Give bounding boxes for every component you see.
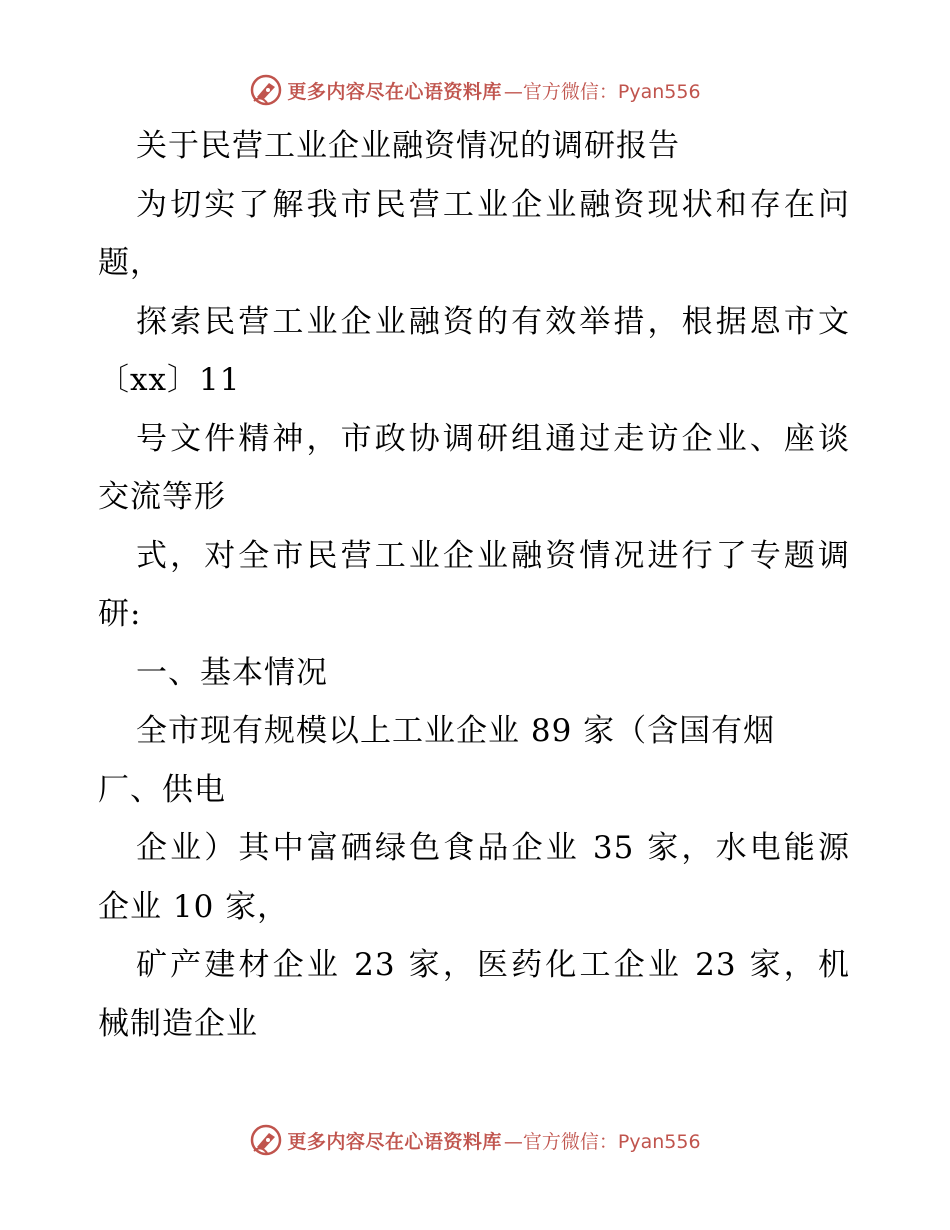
paragraph-line: 交流等形 (98, 479, 226, 515)
paragraph-line: 企业 10 家， (98, 888, 290, 925)
watermark-contact: —官方微信：Pyan556 (503, 80, 701, 103)
document-body (98, 117, 850, 1053)
paragraph-line: 全市现有规模以上工业企业 89 家（含国有烟 (136, 713, 776, 749)
paragraph-line: 研: (98, 596, 142, 632)
paragraph-line: 企业）其中富硒绿色食品企业 35 家，水电能源 (136, 830, 850, 866)
paragraph-line: 矿产建材企业 23 家，医药化工企业 23 家，机 (136, 947, 850, 983)
paragraph-line: 号文件精神，市政协调研组通过走访企业、座谈 (136, 420, 850, 457)
paragraph-line: 厂、供电 (98, 771, 226, 808)
pen-nib-seal-icon (249, 73, 283, 107)
section-heading: 一、基本情况 (136, 654, 328, 691)
paragraph-line: 探索民营工业企业融资的有效举措，根据恩市文 (136, 303, 850, 340)
paragraph-line: 〔xx〕11 (98, 362, 241, 398)
watermark-header (0, 70, 950, 110)
watermark-brand: 更多内容尽在心语资料库 (287, 1130, 502, 1153)
watermark-footer (0, 1120, 950, 1160)
paragraph-line: 式，对全市民营工业企业融资情况进行了专题调 (136, 537, 850, 574)
paragraph-line: 械制造企业 (98, 1005, 258, 1042)
watermark-contact: —官方微信：Pyan556 (503, 1130, 701, 1153)
pen-nib-seal-icon (249, 1123, 283, 1157)
watermark-brand: 更多内容尽在心语资料库 (287, 80, 502, 103)
document-title: 关于民营工业企业融资情况的调研报告 (136, 128, 680, 164)
paragraph-line: 为切实了解我市民营工业企业融资现状和存在问 (136, 186, 850, 223)
paragraph-line: 题， (98, 245, 162, 281)
